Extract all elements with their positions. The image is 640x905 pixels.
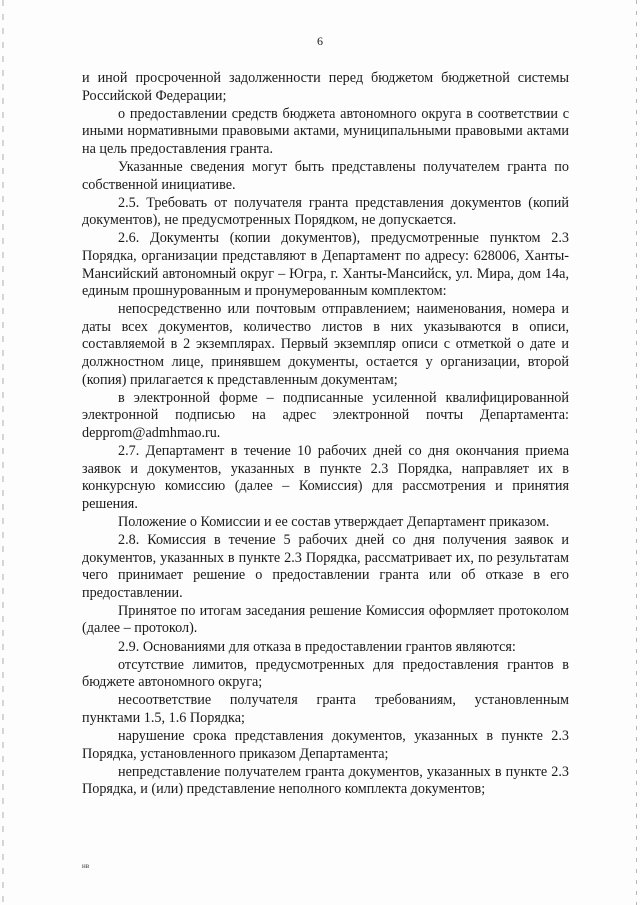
paragraph: и иной просроченной задолженности перед бюджетом бюджетной системы Российской Федерации; xyxy=(82,70,569,104)
document-body xyxy=(82,70,569,799)
paragraph: 2.7. Департамент в течение 10 рабочих дней со дня окончания приема заявок и документов, указанных в пункте 2.3 Порядка, направляет их в конкурсную комиссию (далее – Комиссия) для рассмотрения и принятия решения. xyxy=(82,442,569,512)
paragraph: Положение о Комиссии и ее состав утверждает Департамент приказом. xyxy=(118,513,550,530)
paragraph: нарушение срока представления документов, указанных в пункте 2.3 Порядка, установленного приказом Департамента; xyxy=(82,727,569,762)
paragraph: отсутствие лимитов, предусмотренных для предоставления грантов в бюджете автономного округа; xyxy=(82,656,569,691)
paragraph: о предоставлении средств бюджета автономного округа в соответствии с иными нормативными правовыми актами, муниципальными правовыми актами на цель предоставления гранта. xyxy=(82,105,569,157)
paragraph: непредставление получателем гранта документов, указанных в пункте 2.3 Порядка, и (или) представление неполного комплекта документов; xyxy=(82,763,569,798)
paragraph: 2.9. Основаниями для отказа в предоставлении грантов являются: xyxy=(118,638,516,655)
paragraph: 2.8. Комиссия в течение 5 рабочих дней со дня получения заявок и документов, указанных в пункте 2.3 Порядка, рассматривает их, по результатам чего принимает решение о предоставлении гранта или об отказе в его предоставлении. xyxy=(82,531,569,601)
footer-initials: нв xyxy=(82,862,90,870)
paragraph: 2.6. Документы (копии документов), предусмотренные пунктом 2.3 Порядка, организации представляют в Департамент по адресу: 628006, Ханты-Мансийский автономный округ – Югра, г. Ханты-Мансийск, ул. Мира, дом 14а, единым прошнурованным и пронумерованным комплектом: xyxy=(82,230,569,300)
paragraph: несоответствие получателя гранта требованиям, установленным пунктами 1.5, 1.6 Порядка; xyxy=(82,692,569,726)
paragraph: непосредственно или почтовым отправлением; наименования, номера и даты всех документов, количество листов в них указываются в описи, составляемой в 2 экземплярах. Первый экземпляр описи с отметкой о дате и должностном лице, принявшем документы, остается у организации, второй (копия) прилагается к представленным документам; xyxy=(82,301,569,388)
scan-edge-right xyxy=(636,0,637,905)
paragraph: Указанные сведения могут быть представлены получателем гранта по собственной инициативе. xyxy=(82,158,569,193)
paragraph: 2.5. Требовать от получателя гранта представления документов (копий документов), не предусмотренных Порядком, не допускается. xyxy=(82,194,569,229)
scan-edge-left xyxy=(2,0,4,905)
paragraph: в электронной форме – подписанные усиленной квалифицированной электронной подписью на адрес электронной почты Департамента: depprom@admhmao.ru. xyxy=(82,389,569,441)
paragraph: Принятое по итогам заседания решение Комиссия оформляет протоколом (далее – протокол). xyxy=(82,602,569,637)
page-number: 6 xyxy=(317,34,323,48)
